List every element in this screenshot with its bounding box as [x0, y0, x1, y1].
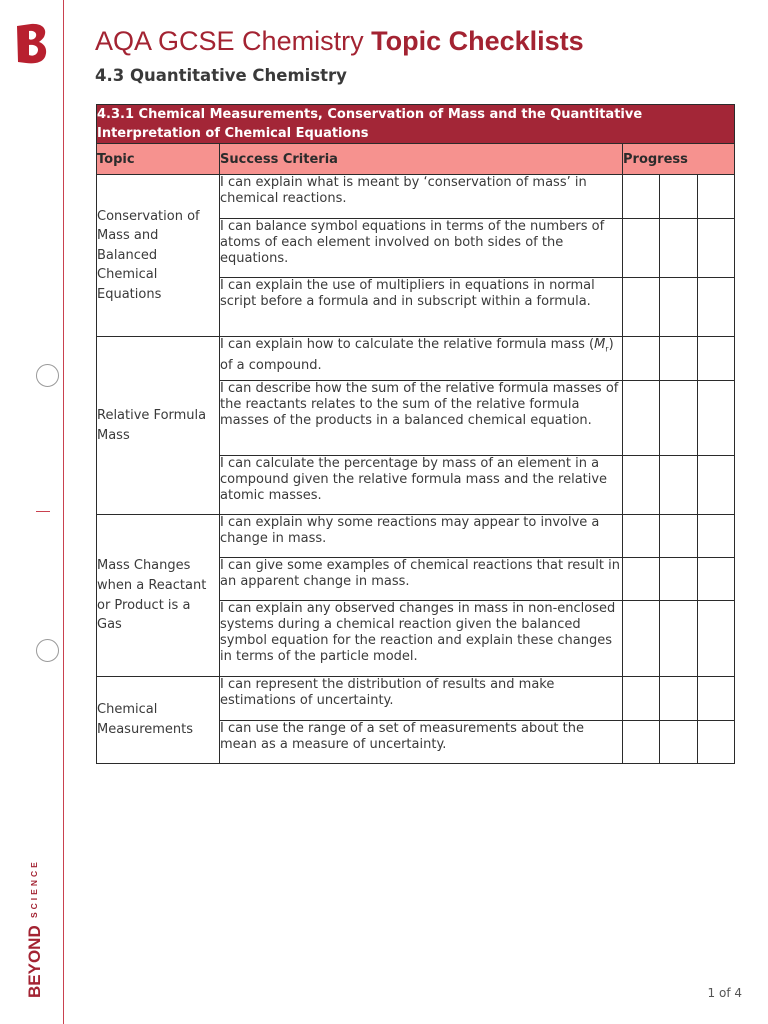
beyond-science-wordmark	[20, 844, 52, 998]
column-header-row	[97, 144, 735, 175]
topic-cell: Relative Formula Mass	[97, 337, 220, 515]
success-criterion: I can give some examples of chemical reactions that result in an apparent change in mass.	[220, 558, 623, 601]
table-row	[97, 175, 735, 219]
success-criterion: I can balance symbol equations in terms of the numbers of atoms of each element involved on both sides of the equations.	[220, 219, 623, 278]
success-criterion: I can explain the use of multipliers in equations in normal script before a formula and in subscript within a formula.	[220, 278, 623, 337]
progress-checkbox[interactable]	[660, 219, 698, 278]
success-criterion: I can explain why some reactions may appear to involve a change in mass.	[220, 515, 623, 558]
progress-checkbox[interactable]	[698, 558, 735, 601]
punch-hole-top	[36, 364, 59, 387]
success-criterion: I can explain any observed changes in mass in non-enclosed systems during a chemical reaction given the balanced symbol equation for the reaction and explain these changes in terms of the particle model.	[220, 601, 623, 677]
formula-subscript: r	[605, 344, 609, 354]
criterion-text: I can explain how to calculate the relative formula mass (	[220, 337, 595, 352]
section-title: 4.3.1 Chemical Measurements, Conservation of Mass and the Quantitative Interpretation of Chemical Equations	[97, 105, 735, 144]
progress-checkbox[interactable]	[623, 677, 660, 721]
beyond-b-logo-icon	[14, 22, 50, 64]
progress-checkbox[interactable]	[698, 721, 735, 764]
progress-checkbox[interactable]	[660, 601, 698, 677]
progress-checkbox[interactable]	[698, 677, 735, 721]
progress-checkbox[interactable]	[698, 601, 735, 677]
success-criterion: I can use the range of a set of measurements about the mean as a measure of uncertainty.	[220, 721, 623, 764]
success-criterion: I can calculate the percentage by mass of an element in a compound given the relative formula mass and the relative atomic masses.	[220, 456, 623, 515]
progress-checkbox[interactable]	[660, 337, 698, 381]
progress-checkbox[interactable]	[623, 381, 660, 456]
page-title	[95, 26, 584, 57]
criterion-text: ) of a compound.	[220, 337, 614, 373]
column-header-progress: Progress	[623, 144, 735, 175]
progress-checkbox[interactable]	[660, 175, 698, 219]
topic-cell: Chemical Measurements	[97, 677, 220, 764]
progress-checkbox[interactable]	[660, 381, 698, 456]
fold-mark	[36, 511, 50, 512]
page-number: 1 of 4	[707, 986, 742, 1000]
progress-checkbox[interactable]	[660, 515, 698, 558]
progress-checkbox[interactable]	[660, 456, 698, 515]
section-header-row	[97, 105, 735, 144]
progress-checkbox[interactable]	[698, 337, 735, 381]
margin-line	[63, 0, 64, 1024]
progress-checkbox[interactable]	[698, 456, 735, 515]
progress-checkbox[interactable]	[698, 381, 735, 456]
table-row	[97, 515, 735, 558]
progress-checkbox[interactable]	[623, 278, 660, 337]
topic-checklist-table	[96, 104, 735, 764]
success-criterion: I can explain what is meant by ‘conservation of mass’ in chemical reactions.	[220, 175, 623, 219]
success-criterion	[220, 337, 623, 381]
brand-bold: BEYOND	[25, 925, 44, 998]
progress-checkbox[interactable]	[623, 558, 660, 601]
topic-cell: Mass Changes when a Reactant or Product is a Gas	[97, 515, 220, 677]
progress-checkbox[interactable]	[623, 175, 660, 219]
formula-symbol: M	[594, 337, 606, 352]
progress-checkbox[interactable]	[623, 219, 660, 278]
progress-checkbox[interactable]	[698, 515, 735, 558]
punch-hole-bottom	[36, 639, 59, 662]
progress-checkbox[interactable]	[660, 677, 698, 721]
progress-checkbox[interactable]	[623, 515, 660, 558]
progress-checkbox[interactable]	[698, 278, 735, 337]
success-criterion: I can represent the distribution of results and make estimations of uncertainty.	[220, 677, 623, 721]
progress-checkbox[interactable]	[660, 721, 698, 764]
progress-checkbox[interactable]	[623, 601, 660, 677]
brand-light: SCIENCE	[29, 859, 39, 918]
progress-checkbox[interactable]	[623, 721, 660, 764]
progress-checkbox[interactable]	[660, 278, 698, 337]
progress-checkbox[interactable]	[623, 337, 660, 381]
column-header-topic: Topic	[97, 144, 220, 175]
success-criterion: I can describe how the sum of the relative formula masses of the reactants relates to the sum of the relative formula masses of the products in a balanced chemical equation.	[220, 381, 623, 456]
table-row	[97, 677, 735, 721]
progress-checkbox[interactable]	[698, 219, 735, 278]
progress-checkbox[interactable]	[623, 456, 660, 515]
progress-checkbox[interactable]	[698, 175, 735, 219]
page-subtitle: 4.3 Quantitative Chemistry	[95, 66, 347, 85]
title-regular: AQA GCSE Chemistry	[95, 26, 364, 56]
topic-cell: Conservation of Mass and Balanced Chemical Equations	[97, 175, 220, 337]
title-bold: Topic Checklists	[371, 26, 584, 56]
column-header-criteria: Success Criteria	[220, 144, 623, 175]
table-row	[97, 337, 735, 381]
progress-checkbox[interactable]	[660, 558, 698, 601]
